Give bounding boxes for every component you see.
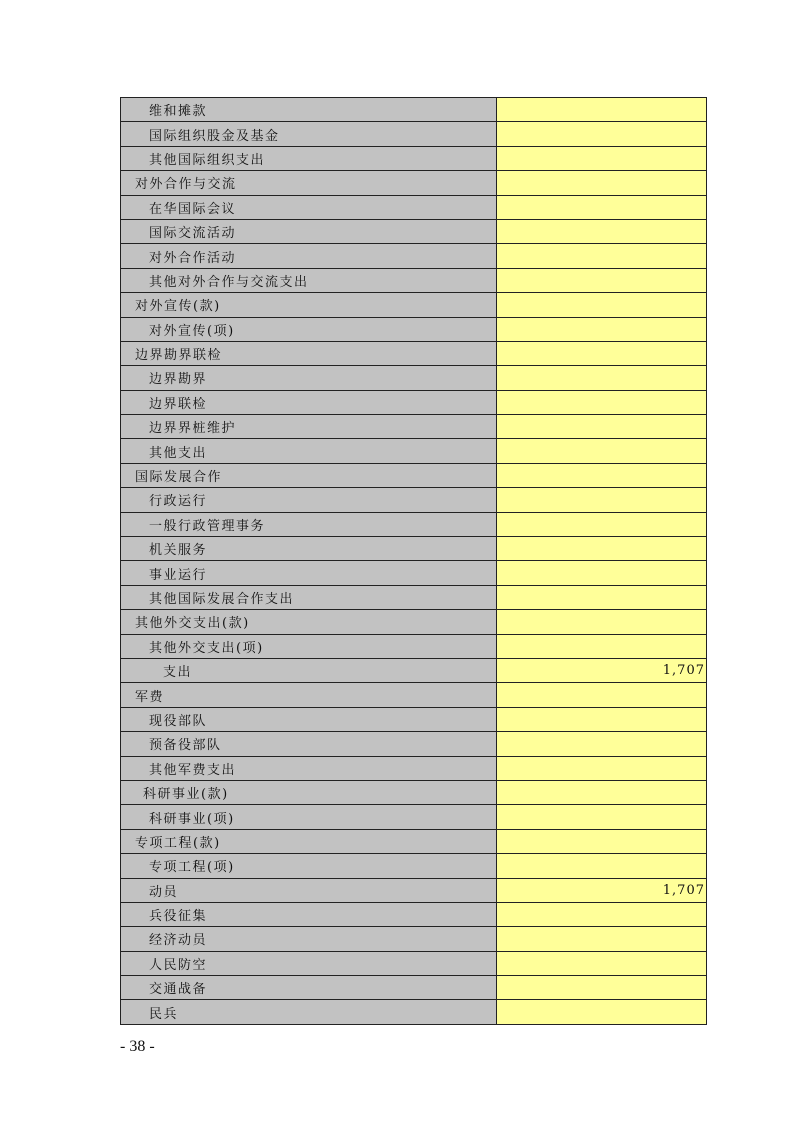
row-label: 其他外交支出(项) (121, 634, 497, 658)
row-value (497, 219, 707, 243)
row-value (497, 415, 707, 439)
row-label: 边界界桩维护 (121, 415, 497, 439)
table-row (121, 878, 707, 902)
row-value (497, 146, 707, 170)
row-label: 科研事业(款) (121, 780, 497, 804)
table-row (121, 341, 707, 365)
row-label: 维和摊款 (121, 98, 497, 122)
table-row (121, 805, 707, 829)
row-label: 民兵 (121, 1000, 497, 1024)
row-value (497, 341, 707, 365)
table-row (121, 317, 707, 341)
row-value (497, 610, 707, 634)
row-value (497, 171, 707, 195)
row-label: 对外宣传(项) (121, 317, 497, 341)
row-value (497, 561, 707, 585)
row-label: 事业运行 (121, 561, 497, 585)
row-value (497, 951, 707, 975)
row-value (497, 463, 707, 487)
table-row (121, 463, 707, 487)
row-value (497, 195, 707, 219)
table-row (121, 707, 707, 731)
row-value (497, 98, 707, 122)
table-row (121, 829, 707, 853)
table-row (121, 902, 707, 926)
row-value (497, 756, 707, 780)
row-value (497, 390, 707, 414)
row-label: 动员 (121, 878, 497, 902)
table-row (121, 219, 707, 243)
budget-table-body (121, 98, 707, 1025)
row-value (497, 1000, 707, 1024)
table-row (121, 1000, 707, 1024)
row-value (497, 122, 707, 146)
table-row (121, 756, 707, 780)
row-label: 专项工程(项) (121, 854, 497, 878)
row-label: 边界联检 (121, 390, 497, 414)
row-value (497, 805, 707, 829)
row-label: 行政运行 (121, 488, 497, 512)
row-label: 国际组织股金及基金 (121, 122, 497, 146)
row-label: 军费 (121, 683, 497, 707)
table-row (121, 854, 707, 878)
table-row (121, 780, 707, 804)
row-label: 其他军费支出 (121, 756, 497, 780)
row-value (497, 439, 707, 463)
row-value (497, 317, 707, 341)
row-value (497, 244, 707, 268)
row-value (497, 537, 707, 561)
table-row (121, 293, 707, 317)
table-row (121, 951, 707, 975)
table-row (121, 146, 707, 170)
table-row (121, 683, 707, 707)
table-row (121, 561, 707, 585)
table-row (121, 171, 707, 195)
table-row (121, 244, 707, 268)
table-row (121, 927, 707, 951)
row-label: 专项工程(款) (121, 829, 497, 853)
row-value: 1,707 (497, 658, 707, 682)
row-value (497, 780, 707, 804)
row-value (497, 293, 707, 317)
row-value (497, 707, 707, 731)
row-value (497, 732, 707, 756)
table-row (121, 98, 707, 122)
row-label: 一般行政管理事务 (121, 512, 497, 536)
table-row (121, 634, 707, 658)
row-label: 经济动员 (121, 927, 497, 951)
row-label: 边界勘界 (121, 366, 497, 390)
table-row (121, 488, 707, 512)
budget-table (120, 97, 707, 1025)
table-row (121, 732, 707, 756)
row-value: 1,707 (497, 878, 707, 902)
row-label: 其他国际组织支出 (121, 146, 497, 170)
row-label: 科研事业(项) (121, 805, 497, 829)
row-value (497, 902, 707, 926)
row-value (497, 683, 707, 707)
row-value (497, 976, 707, 1000)
row-label: 预备役部队 (121, 732, 497, 756)
row-value (497, 366, 707, 390)
row-value (497, 634, 707, 658)
table-row (121, 122, 707, 146)
table-row (121, 366, 707, 390)
row-value (497, 268, 707, 292)
row-label: 其他外交支出(款) (121, 610, 497, 634)
row-label: 在华国际会议 (121, 195, 497, 219)
row-label: 交通战备 (121, 976, 497, 1000)
page-number: - 38 - (120, 1038, 155, 1055)
row-value (497, 927, 707, 951)
row-label: 支出 (121, 658, 497, 682)
row-value (497, 585, 707, 609)
row-label: 国际交流活动 (121, 219, 497, 243)
row-value (497, 488, 707, 512)
row-label: 现役部队 (121, 707, 497, 731)
row-label: 其他支出 (121, 439, 497, 463)
row-value (497, 829, 707, 853)
row-label: 国际发展合作 (121, 463, 497, 487)
row-value (497, 854, 707, 878)
table-row (121, 390, 707, 414)
row-label: 兵役征集 (121, 902, 497, 926)
table-row (121, 585, 707, 609)
row-label: 其他国际发展合作支出 (121, 585, 497, 609)
row-label: 对外宣传(款) (121, 293, 497, 317)
row-label: 机关服务 (121, 537, 497, 561)
table-row (121, 512, 707, 536)
table-row (121, 268, 707, 292)
table-row (121, 976, 707, 1000)
row-label: 其他对外合作与交流支出 (121, 268, 497, 292)
row-label: 人民防空 (121, 951, 497, 975)
table-row (121, 415, 707, 439)
row-label: 对外合作活动 (121, 244, 497, 268)
table-row (121, 658, 707, 682)
row-label: 对外合作与交流 (121, 171, 497, 195)
table-row (121, 195, 707, 219)
table-row (121, 537, 707, 561)
table-row (121, 610, 707, 634)
row-label: 边界勘界联检 (121, 341, 497, 365)
row-value (497, 512, 707, 536)
table-row (121, 439, 707, 463)
